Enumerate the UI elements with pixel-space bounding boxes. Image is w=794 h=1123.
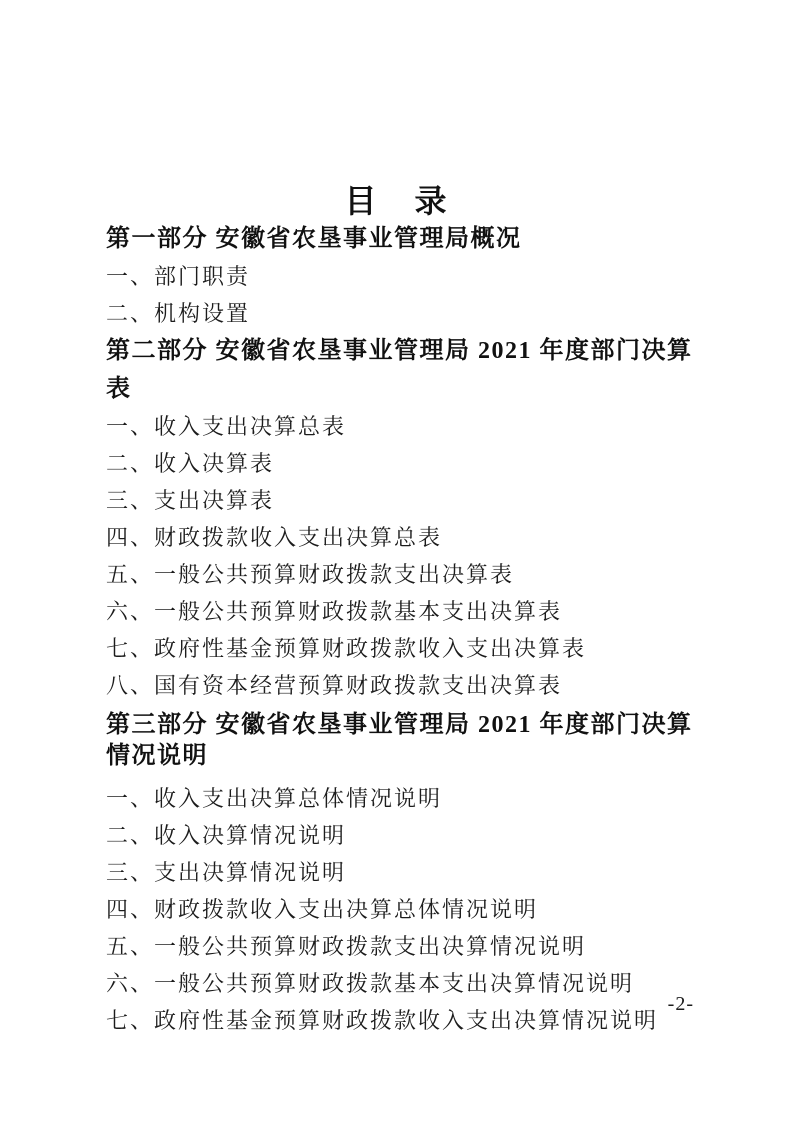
toc-item: 三、支出决算情况说明 [106, 860, 347, 885]
toc-item: 四、财政拨款收入支出决算总表 [106, 525, 443, 550]
toc-item: 一、收入支出决算总体情况说明 [106, 786, 443, 811]
toc-item: 七、政府性基金预算财政拨款收入支出决算表 [106, 636, 587, 661]
toc-section-heading-part2: 第二部分 安徽省农垦事业管理局 2021 年度部门决算表 [106, 338, 693, 402]
toc-item: 二、收入决算表 [106, 451, 275, 476]
toc-item: 五、一般公共预算财政拨款支出决算情况说明 [106, 934, 587, 959]
toc-item: 四、财政拨款收入支出决算总体情况说明 [106, 897, 539, 922]
toc-item: 一、部门职责 [106, 264, 251, 289]
table-of-contents [106, 220, 710, 1039]
toc-item: 二、收入决算情况说明 [106, 823, 347, 848]
toc-item: 五、一般公共预算财政拨款支出决算表 [106, 562, 515, 587]
toc-section-heading-part3: 第三部分 安徽省农垦事业管理局 2021 年度部门决算情况说明 [106, 712, 693, 769]
toc-item: 七、政府性基金预算财政拨款收入支出决算情况说明 [106, 1008, 659, 1033]
toc-item: 六、一般公共预算财政拨款基本支出决算表 [106, 599, 563, 624]
page-title: 目 录 [344, 183, 450, 219]
toc-item: 二、机构设置 [106, 301, 251, 326]
toc-item: 六、一般公共预算财政拨款基本支出决算情况说明 [106, 971, 635, 996]
page-number: -2- [667, 993, 694, 1015]
toc-item: 八、国有资本经营预算财政拨款支出决算表 [106, 673, 563, 698]
toc-section-heading-part1: 第一部分 安徽省农垦事业管理局概况 [106, 226, 522, 252]
toc-item: 三、支出决算表 [106, 488, 275, 513]
toc-item: 一、收入支出决算总表 [106, 414, 347, 439]
